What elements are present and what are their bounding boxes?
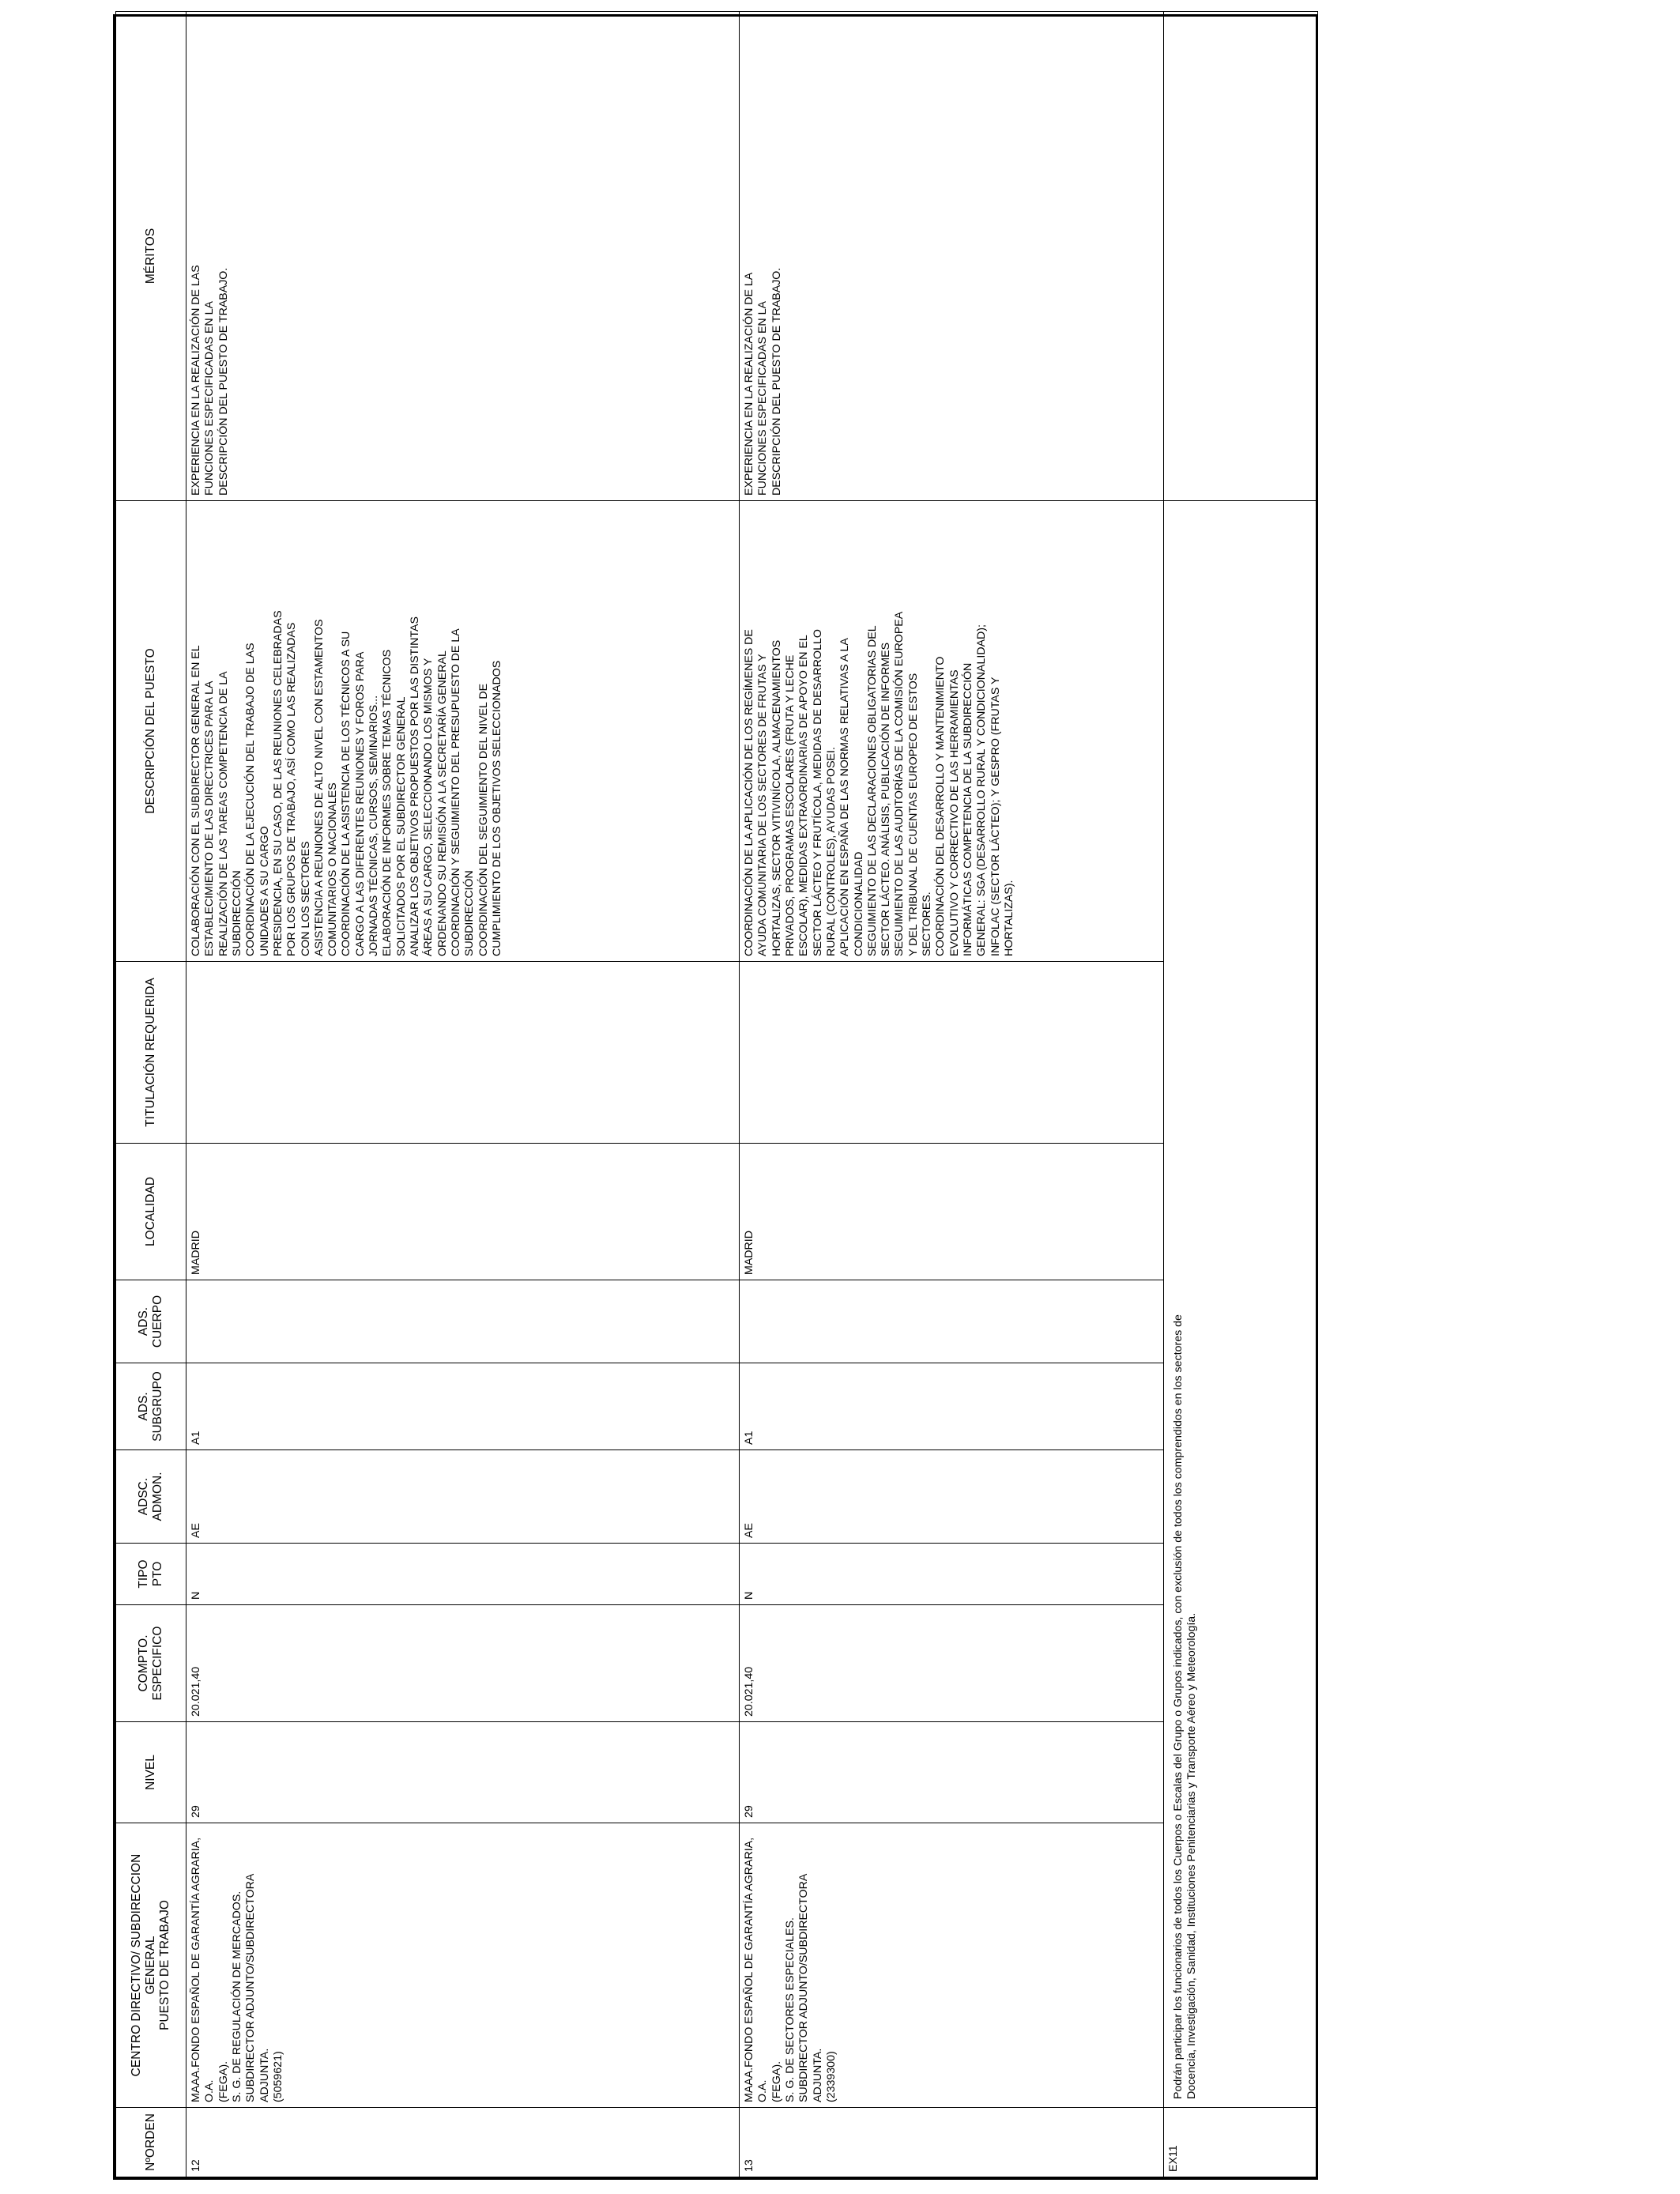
cell-cuerpo: [740, 1280, 1164, 1363]
header-nivel: NIVEL: [116, 1722, 186, 1823]
cell-adsc: AE: [740, 1450, 1164, 1544]
footer-note: Podrán participar los funcionarios de todos los Cuerpos o Escalas del Grupo o Grupos indicados, con exclusión de todos los comprendidos en los sectores de Docencia, Investigación, Sanidad, Instituciones Penitenciarias y Transporte Aéreo y Meteorología.: [1164, 501, 1318, 2108]
header-descripcion: DESCRIPCIÓN DEL PUESTO: [116, 501, 186, 962]
cell-centro: MAAA.FONDO ESPAÑOL DE GARANTÍA AGRARIA, O.A. (FEGA). S. G. DE REGULACIÓN DE MERCADOS. SUBDIRECTOR ADJUNTO/SUBDIRECTORA ADJUNTA. (5059621): [186, 1823, 740, 2108]
header-meritos: MÉRITOS: [116, 12, 186, 501]
table-row: [186, 12, 740, 2177]
header-row: [116, 12, 186, 2177]
header-titulacion: TITULACIÓN REQUERIDA: [116, 962, 186, 1144]
cell-meritos: EXPERIENCIA EN LA REALIZACIÓN DE LAS FUNCIONES ESPECIFICADAS EN LA DESCRIPCIÓN DEL PUESTO DE TRABAJO.: [186, 12, 740, 501]
header-centro: CENTRO DIRECTIVO/ SUBDIRECCION GENERAL PUESTO DE TRABAJO: [116, 1823, 186, 2108]
table-row: [740, 12, 1164, 2177]
cell-localidad: MADRID: [186, 1144, 740, 1280]
cell-descripcion: COLABORACIÓN CON EL SUBDIRECTOR GENERAL EN EL ESTABLECIMIENTO DE LAS DIRECTRICES PARA LA REALIZACIÓN DE LAS TAREAS COMPETENCIA DE LA SUBDIRECCIÓN COORDINACIÓN DE LA EJECUCIÓN DEL TRABAJO DE LAS UNIDADES A SU CARGO PRESIDENCIA, EN SU CASO, DE LAS REUNIONES CELEBRADAS POR LOS GRUPOS DE TRABAJO, ASÍ COMO LAS REALIZADAS CON LOS SECTORES ASISTENCIA A REUNIONES DE ALTO NIVEL CON ESTAMENTOS COMUNITARIOS O NACIONALES COORDINACIÓN DE LA ASISTENCIA DE LOS TÉCNICOS A SU CARGO A LAS DIFERENTES REUNIONES Y FOROS PARA JORNADAS TÉCNICAS, CURSOS, SEMINARIOS... ELABORACIÓN DE INFORMES SOBRE TEMAS TÉCNICOS SOLICITADOS POR EL SUBDIRECTOR GENERAL ANALIZAR LOS OBJETIVOS PROPUESTOS POR LAS DISTINTAS ÁREAS A SU CARGO, SELECCIONANDO LOS MISMOS Y ORDENANDO SU REMISIÓN A LA SECRETARÍA GENERAL COORDINACIÓN Y SEGUIMIENTO DEL PRESUPUESTO DE LA SUBDIRECCIÓN COORDINACIÓN DEL SEGUIMIENTO DEL NIVEL DE CUMPLIMIENTO DE LOS OBJETIVOS SELECCIONADOS: [186, 501, 740, 962]
cell-subgrupo: A1: [186, 1363, 740, 1450]
cell-adsc: AE: [186, 1450, 740, 1544]
job-listing-table-sheet: [113, 14, 1318, 2180]
header-compto: COMPTO. ESPECIFICO: [116, 1605, 186, 1722]
header-tipo: TIPO PTO: [116, 1544, 186, 1605]
cell-descripcion: COORDINACIÓN DE LA APLICACIÓN DE LOS REGÍMENES DE AYUDA COMUNITARIA DE LOS SECTORES DE FRUTAS Y HORTALIZAS, SECTOR VITIVINÍCOLA, ALMACENAMIENTOS PRIVADOS, PROGRAMAS ESCOLARES (FRUTA Y LECHE ESCOLAR), MEDIDAS EXTRAORDINARIAS DE APOYO EN EL SECTOR LÁCTEO Y FRUTÍCOLA, MEDIDAS DE DESARROLLO RURAL (CONTROLES), AYUDAS POSEI. APLICACIÓN EN ESPAÑA DE LAS NORMAS RELATIVAS A LA CONDICIONALIDAD SEGUIMIENTO DE LAS DECLARACIONES OBLIGATORIAS DEL SECTOR LÁCTEO. ANÁLISIS, PUBLICACIÓN DE INFORMES SEGUIMIENTO DE LAS AUDITORÍAS DE LA COMISIÓN EUROPEA Y DEL TRIBUNAL DE CUENTAS EUROPEO DE ESTOS SECTORES. COORDINACIÓN DEL DESARROLLO Y MANTENIMIENTO EVOLUTIVO Y CORRECTIVO DE LAS HERRAMIENTAS INFORMÁTICAS COMPETENCIA DE LA SUBDIRECCIÓN GENERAL: SGA (DESARROLLO RURAL Y CONDICIONALIDAD); INFOLAC (SECTOR LÁCTEO); Y GESPRO (FRUTAS Y HORTALIZAS).: [740, 501, 1164, 962]
cell-subgrupo: A1: [740, 1363, 1164, 1450]
header-subgrupo: ADS. SUBGRUPO: [116, 1363, 186, 1450]
cell-nivel: 29: [740, 1722, 1164, 1823]
header-localidad: LOCALIDAD: [116, 1144, 186, 1280]
cell-orden: 13: [740, 2108, 1164, 2177]
cell-titulacion: [186, 962, 740, 1144]
cell-compto: 20.021,40: [186, 1605, 740, 1722]
cell-compto: 20.021,40: [740, 1605, 1164, 1722]
cell-cuerpo: [186, 1280, 740, 1363]
header-orden: NºORDEN: [116, 2108, 186, 2177]
cell-centro: MAAA.FONDO ESPAÑOL DE GARANTÍA AGRARIA, O.A. (FEGA). S. G. DE SECTORES ESPECIALES. SUBDIRECTOR ADJUNTO/SUBDIRECTORA ADJUNTA. (2339300): [740, 1823, 1164, 2108]
footer-code: EX11: [1164, 2108, 1318, 2177]
job-listing-table: [115, 11, 1318, 2177]
cell-tipo: N: [740, 1544, 1164, 1605]
cell-titulacion: [740, 962, 1164, 1144]
cell-meritos: EXPERIENCIA EN LA REALIZACIÓN DE LA FUNCIONES ESPECIFICADAS EN LA DESCRIPCIÓN DEL PUESTO DE TRABAJO.: [740, 12, 1164, 501]
header-adsc: ADSC. ADMON.: [116, 1450, 186, 1544]
cell-tipo: N: [186, 1544, 740, 1605]
cell-localidad: MADRID: [740, 1144, 1164, 1280]
cell-orden: 12: [186, 2108, 740, 2177]
cell-nivel: 29: [186, 1722, 740, 1823]
footer-row: [1164, 12, 1318, 2177]
footer-empty-cell: [1164, 12, 1318, 501]
header-cuerpo: ADS. CUERPO: [116, 1280, 186, 1363]
